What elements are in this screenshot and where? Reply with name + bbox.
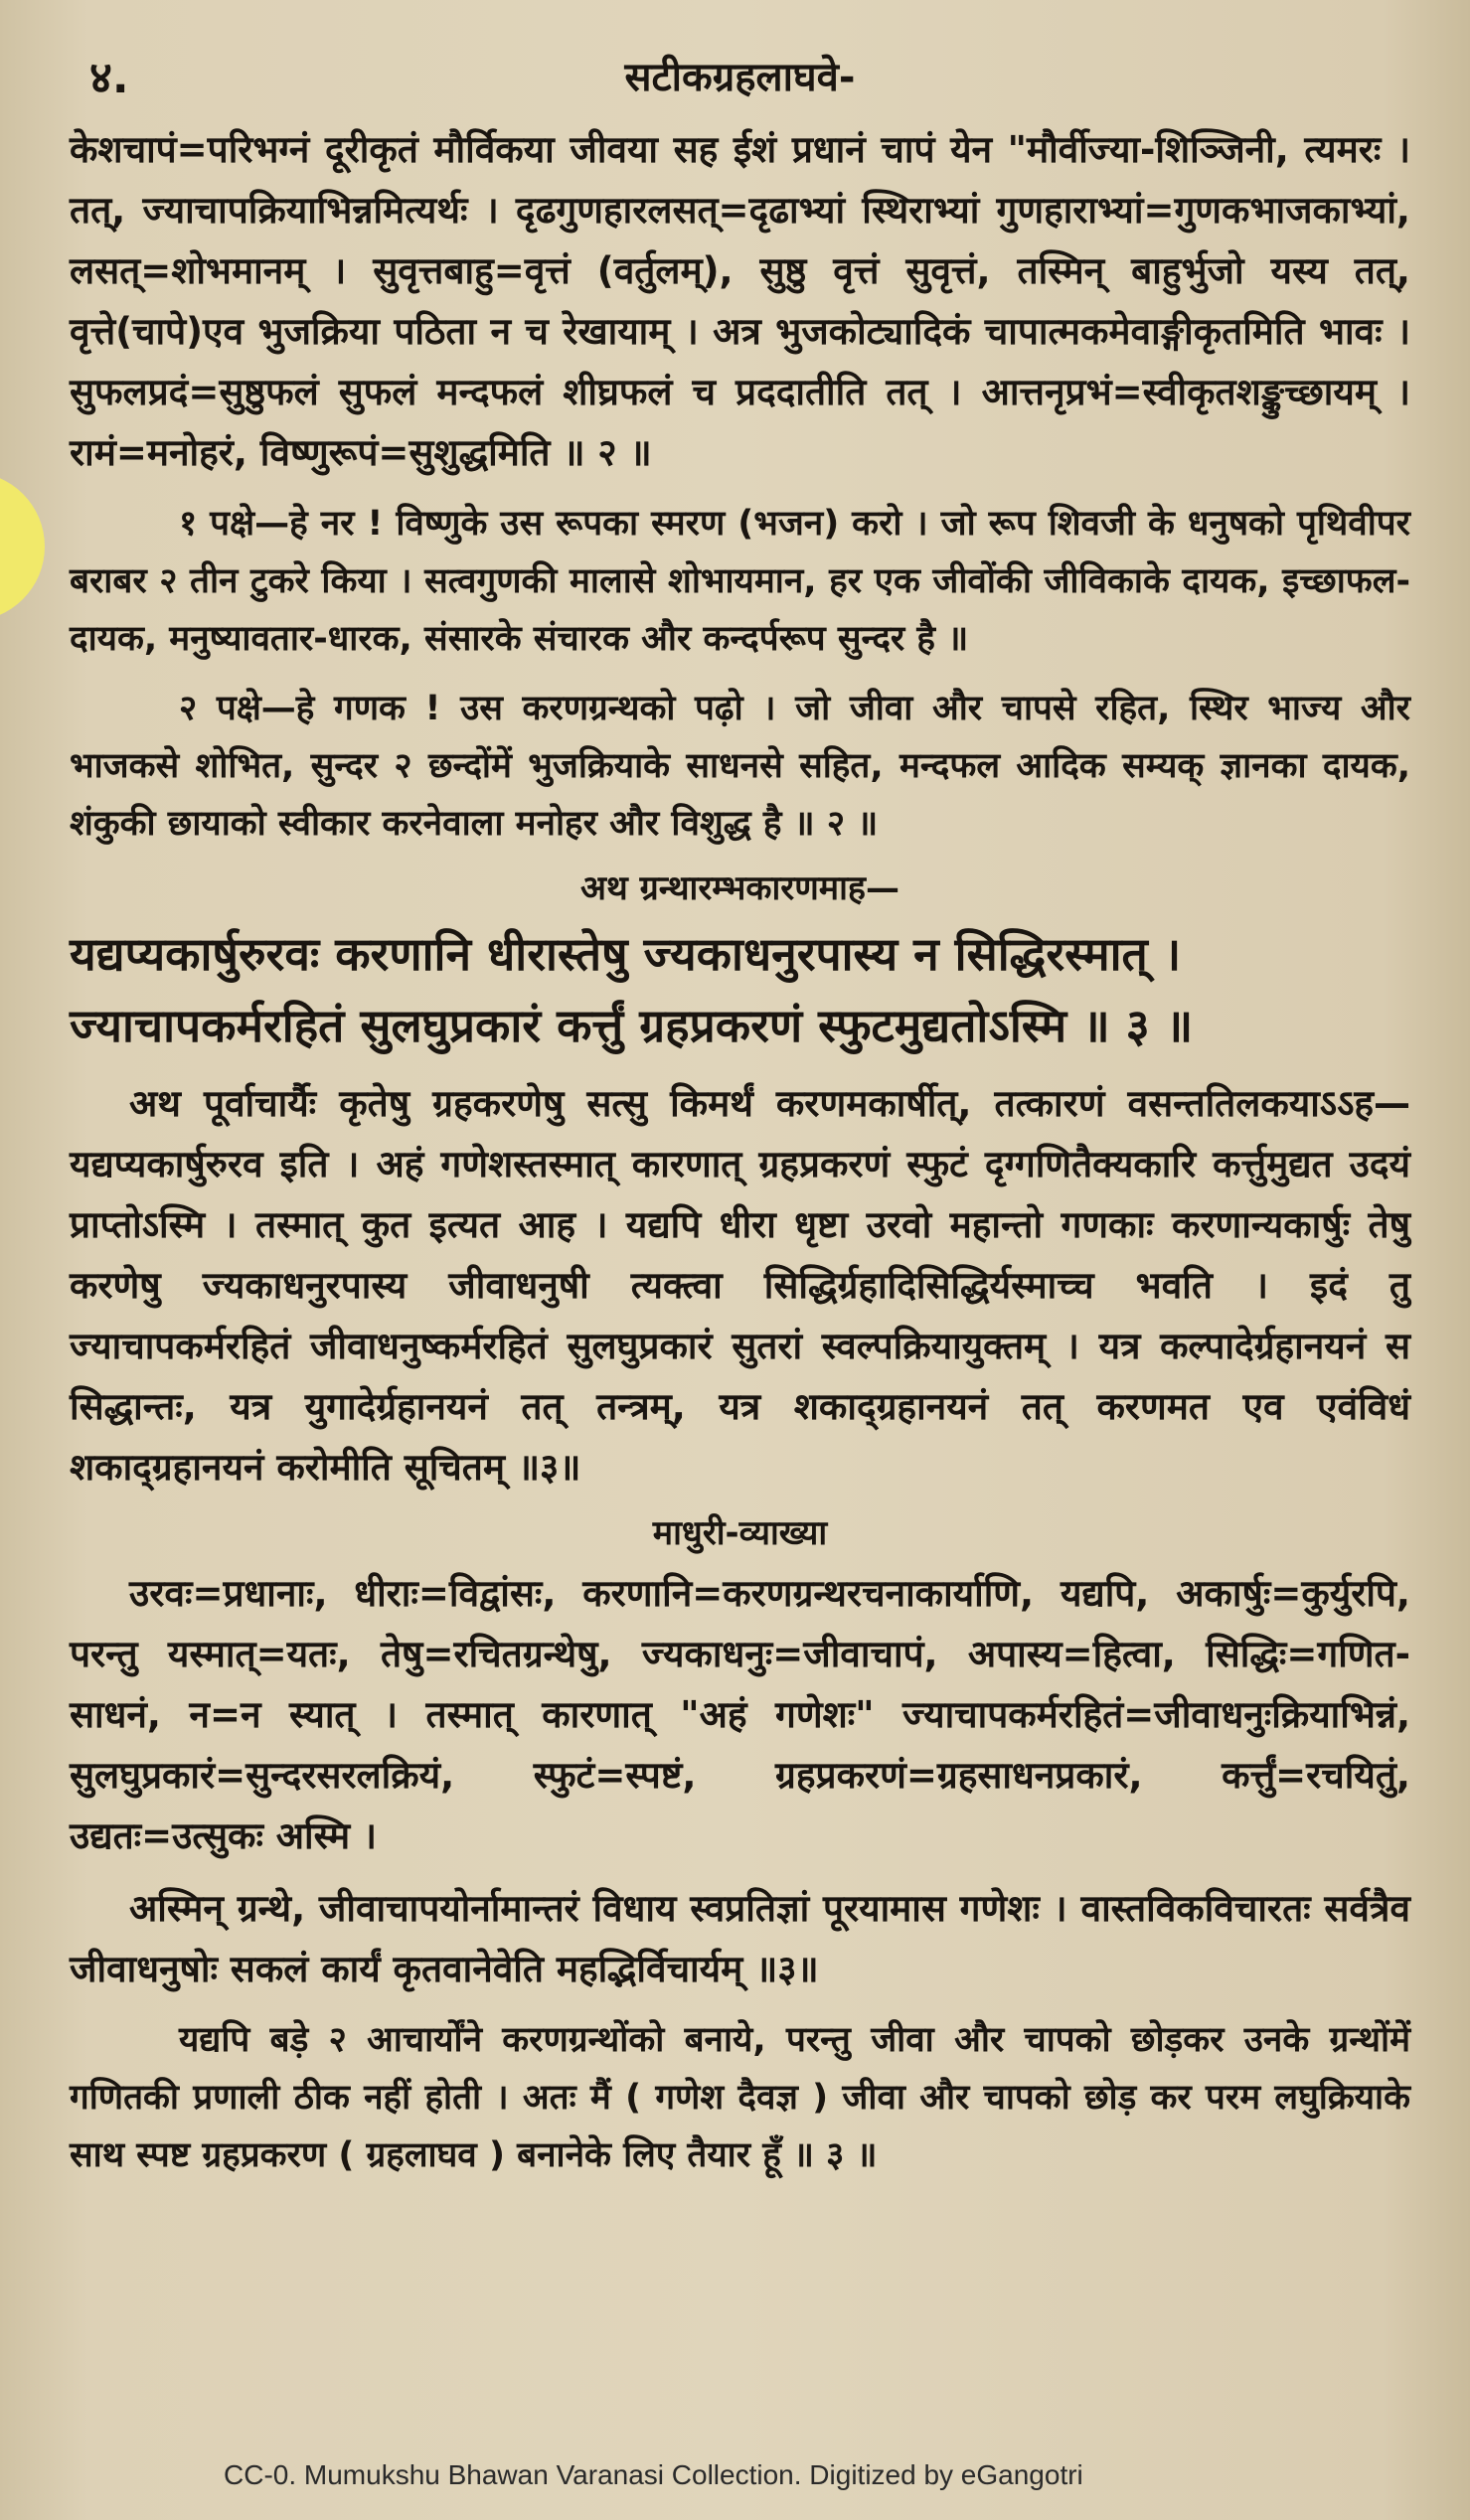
madhuri-paragraph: उरवः=प्रधानाः, धीराः=विद्वांसः, करणानि=करणग्रन्थरचनाकार्याणि, यद्यपि, अकार्षुः=कुर्युरपि, परन्तु यस्मात्=यतः, तेषु=रचितग्रन्थेषु, ज्यकाधनुः=जीवाचापं, अपास्य=हित्वा, सिद्धिः=गणित-साधनं, न=न स्यात् । तस्मात् कारणात् "अहं गणेशः" ज्याचापकर्मरहितं=जीवाधनुःक्रियाभिन्नं, सुलघुप्रकारं=सुन्दरसरलक्रियं, स्फुटं=स्पष्टं, ग्रहप्रकरणं=ग्रहसाधनप्रकारं, कर्त्तुं=रचयितुं, उद्यतः=उत्सुकः अस्मि । [70,1572,1410,1857]
section-heading: अथ ग्रन्थारम्भकारणमाह— [580,868,899,908]
verse-line-2: ज्याचापकर्मरहितं सुलघुप्रकारं कर्त्तुं ग्रहप्रकरणं स्फुटमुद्यतोऽस्मि ॥ ३ ॥ [70,999,1194,1052]
running-title: सटीकग्रहलाघवे- [624,55,856,100]
sanskrit-verse [70,918,1410,1061]
yellow-page-tab [0,472,45,621]
verse-line-1: यद्यप्यकार्षुरुरवः करणानि धीरास्तेषु ज्यकाधनुरपास्य न सिद्धिरस्मात् । [70,927,1182,981]
digitization-watermark: CC-0. Mumukshu Bhawan Varanasi Collection. Digitized by eGangotri [224,2459,1083,2490]
hindi-translation-2: २ पक्षे—हे गणक ! उस करणग्रन्थको पढ़ो । जो जीवा और चापसे रहित, स्थिर भाज्य और भाजकसे शोभित, सुन्दर २ छन्दोंमें भुजक्रियाके साधनसे सहित, मन्दफल आदिक सम्यक् ज्ञानका दायक, शंकुकी छायाको स्वीकार करनेवाला मनोहर और विशुद्ध है ॥ २ ॥ [70,689,1410,844]
hindi-translation-3: यद्यपि बड़े २ आचार्योंने करणग्रन्थोंको बनाये, परन्तु जीवा और चापको छोड़कर उनके ग्रन्थोंमें गणितकी प्रणाली ठीक नहीं होती । अतः मैं ( गणेश दैवज्ञ ) जीवा और चापको छोड़ कर परम लघुक्रियाके साथ स्पष्ट ग्रहप्रकरण ( ग्रहलाघव ) बनानेके लिए तैयार हूँ ॥ ३ ॥ [70,2020,1410,2175]
hindi-translation-1: १ पक्षे—हे नर ! विष्णुके उस रूपका स्मरण (भजन) करो । जो रूप शिवजी के धनुषको पृथिवीपर बराबर २ तीन टुकरे किया । सत्वगुणकी मालासे शोभायमान, हर एक जीवोंकी जीविकाके दायक, इच्छाफल-दायक, मनुष्यावतार-धारक, संसारके संचारक और कन्दर्परूप सुन्दर है ॥ [70,504,1410,659]
page-number: ४. [89,53,129,103]
madhuri-heading: माधुरी-व्याख्या [652,1513,828,1553]
commentary-paragraph-1: केशचापं=परिभग्नं दूरीकृतं मौर्विकया जीवया सह ईशं प्रधानं चापं येन "मौर्वीज्या-शिञ्जिनी, त्यमरः । तत्, ज्याचापक्रियाभिन्नमित्यर्थः । दृढगुणहारलसत्=दृढाभ्यां स्थिराभ्यां गुणहाराभ्यां=गुणकभाजकाभ्यां, लसत्=शोभमानम् । सुवृत्तबाहु=वृत्तं (वर्तुलम्), सुष्ठु वृत्तं सुवृत्तं, तस्मिन् बाहुर्भुजो यस्य तत्, वृत्ते(चापे)एव भुजक्रिया पठिता न च रेखायाम् । अत्र भुजकोट्यादिकं चापात्मकमेवाङ्गीकृतमिति भावः । सुफलप्रदं=सुष्ठुफलं सुफलं मन्दफलं शीघ्रफलं च प्रददातीति तत् । आत्तनृप्रभं=स्वीकृतशङ्कुच्छायम् । रामं=मनोहरं, विष्णुरूपं=सुशुद्धमिति ॥ २ ॥ [70,128,1410,474]
page-header [70,40,1410,119]
madhuri-note: अस्मिन् ग्रन्थे, जीवाचापयोर्नामान्तरं विधाय स्वप्रतिज्ञां पूरयामास गणेशः । वास्तविकविचारतः सर्वत्रैव जीवाधनुषोः सकलं कार्यं कृतवानेवेति महद्भिर्विचार्यम् ॥३॥ [70,1887,1410,1990]
commentary-paragraph-2: अथ पूर्वाचार्यैः कृतेषु ग्रहकरणेषु सत्सु किमर्थं करणमकार्षीत्, तत्कारणं वसन्ततिलकयाऽऽह—यद्यप्यकार्षुरुरव इति । अहं गणेशस्तस्मात् कारणात् ग्रहप्रकरणं स्फुटं दृग्गणितैक्यकारि कर्त्तुमुद्यत उदयं प्राप्तोऽस्मि । तस्मात् कुत इत्यत आह । यद्यपि धीरा धृष्टा उरवो महान्तो गणकाः करणान्यकार्षुः तेषु करणेषु ज्यकाधनुरपास्य जीवाधनुषी त्यक्त्वा सिद्धिर्ग्रहादिसिद्धिर्यस्माच्च भवति । इदं तु ज्याचापकर्मरहितं जीवाधनुष्कर्मरहितं सुलघुप्रकारं सुतरां स्वल्पक्रियायुक्तम् । यत्र कल्पादेर्ग्रहानयनं स सिद्धान्तः, यत्र युगादेर्ग्रहानयनं तत् तन्त्रम्, यत्र शकाद्ग्रहानयनं तत् करणमत एव एवंविधं शकाद्ग्रहानयनं करोमीति सूचितम् ॥३॥ [70,1082,1410,1489]
